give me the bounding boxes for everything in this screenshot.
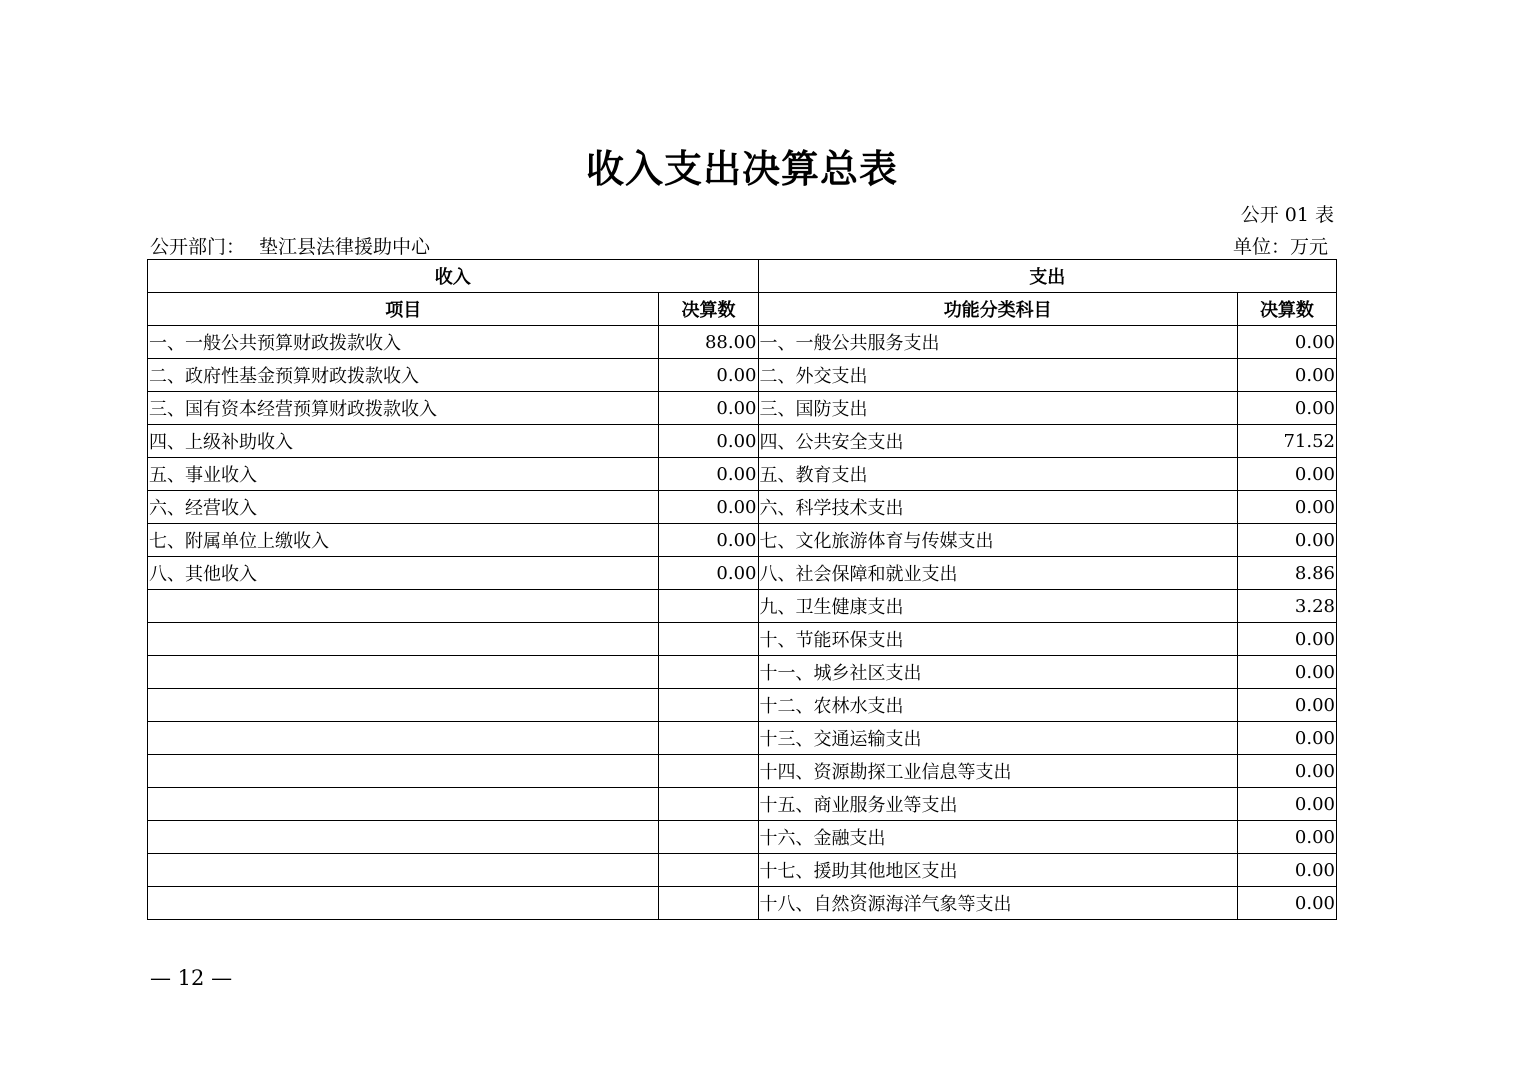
income-amount-header: 决算数 <box>659 293 758 326</box>
income-amount-cell: 0.00 <box>659 458 758 491</box>
expense-amount-cell: 0.00 <box>1237 689 1336 722</box>
table-row <box>148 722 1337 755</box>
income-amount-cell <box>659 590 758 623</box>
income-amount-cell: 0.00 <box>659 557 758 590</box>
expense-amount-cell: 0.00 <box>1237 623 1336 656</box>
income-item-cell <box>148 722 659 755</box>
income-item-cell: 五、事业收入 <box>148 458 659 491</box>
income-amount-cell: 0.00 <box>659 359 758 392</box>
expense-item-cell: 十、节能环保支出 <box>758 623 1237 656</box>
expense-amount-header: 决算数 <box>1237 293 1336 326</box>
income-header: 收入 <box>148 260 759 293</box>
expense-item-cell: 三、国防支出 <box>758 392 1237 425</box>
income-amount-cell: 88.00 <box>659 326 758 359</box>
table-row <box>148 887 1337 920</box>
table-row <box>148 854 1337 887</box>
income-amount-cell <box>659 722 758 755</box>
expense-amount-cell: 0.00 <box>1237 392 1336 425</box>
table-row <box>148 392 1337 425</box>
expense-amount-cell: 0.00 <box>1237 656 1336 689</box>
income-amount-cell: 0.00 <box>659 524 758 557</box>
table-number: 公开 01 表 <box>1240 204 1334 226</box>
table-row <box>148 491 1337 524</box>
income-item-cell: 六、经营收入 <box>148 491 659 524</box>
expense-item-cell: 十四、资源勘探工业信息等支出 <box>758 755 1237 788</box>
income-item-cell: 二、政府性基金预算财政拨款收入 <box>148 359 659 392</box>
expense-item-cell: 十八、自然资源海洋气象等支出 <box>758 887 1237 920</box>
expense-item-header: 功能分类科目 <box>758 293 1237 326</box>
expense-amount-cell: 0.00 <box>1237 722 1336 755</box>
income-item-cell <box>148 887 659 920</box>
expense-amount-cell: 8.86 <box>1237 557 1336 590</box>
expense-amount-cell: 0.00 <box>1237 524 1336 557</box>
income-item-cell <box>148 821 659 854</box>
expense-item-cell: 一、一般公共服务支出 <box>758 326 1237 359</box>
table-row <box>148 689 1337 722</box>
table-row <box>148 524 1337 557</box>
income-amount-cell: 0.00 <box>659 425 758 458</box>
expense-item-cell: 十五、商业服务业等支出 <box>758 788 1237 821</box>
expense-amount-cell: 0.00 <box>1237 326 1336 359</box>
expense-item-cell: 十六、金融支出 <box>758 821 1237 854</box>
table-row <box>148 656 1337 689</box>
expense-amount-cell: 0.00 <box>1237 788 1336 821</box>
expense-item-cell: 四、公共安全支出 <box>758 425 1237 458</box>
expense-header: 支出 <box>758 260 1337 293</box>
table-row <box>148 788 1337 821</box>
table-row <box>148 755 1337 788</box>
department-name: 垫江县法律援助中心 <box>259 236 431 258</box>
expense-amount-cell: 71.52 <box>1237 425 1336 458</box>
expense-amount-cell: 0.00 <box>1237 821 1336 854</box>
table-row <box>148 590 1337 623</box>
unit-label: 单位：万元 <box>1232 236 1328 258</box>
table-row <box>148 821 1337 854</box>
table-row <box>148 425 1337 458</box>
income-amount-cell <box>659 689 758 722</box>
income-amount-cell <box>659 623 758 656</box>
table-row <box>148 557 1337 590</box>
income-item-cell <box>148 656 659 689</box>
income-amount-cell <box>659 656 758 689</box>
income-amount-cell: 0.00 <box>659 491 758 524</box>
page-number: — 12 — <box>150 966 233 990</box>
income-amount-cell <box>659 788 758 821</box>
expense-amount-cell: 0.00 <box>1237 458 1336 491</box>
income-item-cell <box>148 854 659 887</box>
expense-amount-cell: 3.28 <box>1237 590 1336 623</box>
income-amount-cell <box>659 854 758 887</box>
income-amount-cell <box>659 821 758 854</box>
expense-item-cell: 十一、城乡社区支出 <box>758 656 1237 689</box>
expense-item-cell: 十七、援助其他地区支出 <box>758 854 1237 887</box>
income-item-cell <box>148 788 659 821</box>
expense-amount-cell: 0.00 <box>1237 359 1336 392</box>
expense-item-cell: 七、文化旅游体育与传媒支出 <box>758 524 1237 557</box>
income-amount-cell <box>659 887 758 920</box>
table-row <box>148 458 1337 491</box>
income-item-cell <box>148 689 659 722</box>
income-item-header: 项目 <box>148 293 659 326</box>
expense-item-cell: 八、社会保障和就业支出 <box>758 557 1237 590</box>
income-item-cell <box>148 755 659 788</box>
expense-amount-cell: 0.00 <box>1237 887 1336 920</box>
table-row <box>148 326 1337 359</box>
expense-amount-cell: 0.00 <box>1237 755 1336 788</box>
page-title: 收入支出决算总表 <box>585 146 898 191</box>
expense-amount-cell: 0.00 <box>1237 854 1336 887</box>
income-item-cell <box>148 590 659 623</box>
budget-table <box>147 259 1337 920</box>
expense-item-cell: 十二、农林水支出 <box>758 689 1237 722</box>
income-item-cell: 一、一般公共预算财政拨款收入 <box>148 326 659 359</box>
income-item-cell <box>148 623 659 656</box>
table-row <box>148 623 1337 656</box>
income-item-cell: 八、其他收入 <box>148 557 659 590</box>
income-amount-cell <box>659 755 758 788</box>
department-line <box>150 232 430 259</box>
expense-item-cell: 十三、交通运输支出 <box>758 722 1237 755</box>
income-item-cell: 三、国有资本经营预算财政拨款收入 <box>148 392 659 425</box>
expense-item-cell: 二、外交支出 <box>758 359 1237 392</box>
expense-item-cell: 五、教育支出 <box>758 458 1237 491</box>
expense-amount-cell: 0.00 <box>1237 491 1336 524</box>
expense-item-cell: 九、卫生健康支出 <box>758 590 1237 623</box>
income-item-cell: 七、附属单位上缴收入 <box>148 524 659 557</box>
expense-item-cell: 六、科学技术支出 <box>758 491 1237 524</box>
department-label: 公开部门： <box>150 236 246 258</box>
table-row <box>148 359 1337 392</box>
table-body <box>148 326 1337 920</box>
income-item-cell: 四、上级补助收入 <box>148 425 659 458</box>
income-amount-cell: 0.00 <box>659 392 758 425</box>
